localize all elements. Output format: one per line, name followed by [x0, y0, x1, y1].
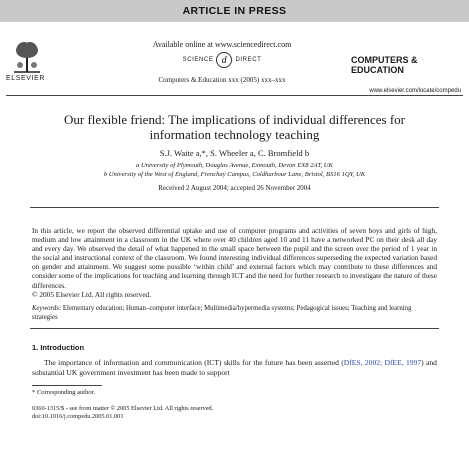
- keywords-list: Elementary education; Human–computer interface; Multimedia/hypermedia systems; Pedagogical issues; Teaching and learning strategies: [32, 305, 412, 321]
- footnote: * Corresponding author.: [32, 389, 96, 396]
- affiliation-a: a University of Plymouth, Douglas Avenue, Exmouth, Devon EX8 2AT, UK: [136, 162, 333, 169]
- affiliations: [20, 162, 449, 179]
- abstract: [32, 226, 437, 299]
- elsevier-tree-logo: [8, 38, 46, 74]
- header-divider: [6, 95, 463, 96]
- journal-title: COMPUTERS & EDUCATION: [351, 55, 418, 75]
- sciencedirect-left: SCIENCE: [182, 57, 214, 63]
- article-in-press-banner: [0, 0, 469, 22]
- article-authors: S.J. Waite a,*, S. Wheeler a, C. Bromfield b: [159, 148, 310, 158]
- intro-text-2: ) and substantial UK government investment has been made to support: [32, 358, 437, 377]
- abstract-bottom-divider: [30, 328, 439, 329]
- article-meta: [32, 405, 213, 421]
- abstract-top-divider: [30, 207, 439, 208]
- affiliation-b: b University of the West of England, Frenchay Campus, Coldharbour Lane, Bristol, BS16 1QY, UK: [103, 170, 366, 178]
- sciencedirect-mark: d: [216, 52, 232, 68]
- issn-line: 0360-1315/$ - see front matter © 2005 Elsevier Ltd. All rights reserved.: [32, 405, 214, 412]
- article-title: Our flexible friend: The implications of individual differences for information technology teaching: [63, 112, 406, 142]
- citation-link[interactable]: DfES, 2002; DfEE, 1997: [343, 358, 422, 367]
- received-dates: Received 2 August 2004; accepted 26 November 2004: [158, 184, 311, 192]
- footnote-divider: [32, 385, 102, 386]
- sciencedirect-logo: [112, 52, 332, 68]
- doi-line[interactable]: doi:10.1016/j.compedu.2005.01.001: [32, 413, 124, 421]
- keywords-label: Keywords:: [32, 305, 62, 312]
- journal-reference: Computers & Education xxx (2005) xxx–xxx: [158, 76, 286, 84]
- keywords: [32, 305, 437, 322]
- copyright-line: © 2005 Elsevier Ltd. All rights reserved.: [32, 289, 152, 299]
- abstract-text: In this article, we report the observed differential uptake and use of computer programs and activities of seven boys and girls of high, medium and low attainment in a classroom in the UK where over 40 children aged 10 and 11 have a networked PC on their desk all day and every day. We observed the detail of what happened in the small space between the pupil and the screen over the period of 1 year in the social and instructional context of the classroom. We found interesting individual differences superseding the expected variation based on gender and attainment. We suggest some possible ‘within child’ and external factors which may contribute to these differences and consider some of the implications for teaching and learning through ICT and the need for further research to investigate the nature of these differences.: [32, 226, 437, 290]
- intro-text-1: The importance of information and communication (ICT) skills for the future has been asserted (: [44, 358, 344, 367]
- sciencedirect-right: DIRECT: [235, 57, 262, 63]
- publisher-logo-text: ELSEVIER: [6, 75, 46, 82]
- available-online-text: Available online at www.sciencedirect.com: [152, 40, 292, 49]
- journal-header: [112, 40, 332, 84]
- banner-text: ARTICLE IN PRESS: [182, 5, 287, 17]
- journal-url[interactable]: www.elsevier.com/locate/compedu: [369, 88, 461, 94]
- intro-paragraph: [32, 358, 437, 377]
- section-heading: 1. Introduction: [32, 343, 85, 352]
